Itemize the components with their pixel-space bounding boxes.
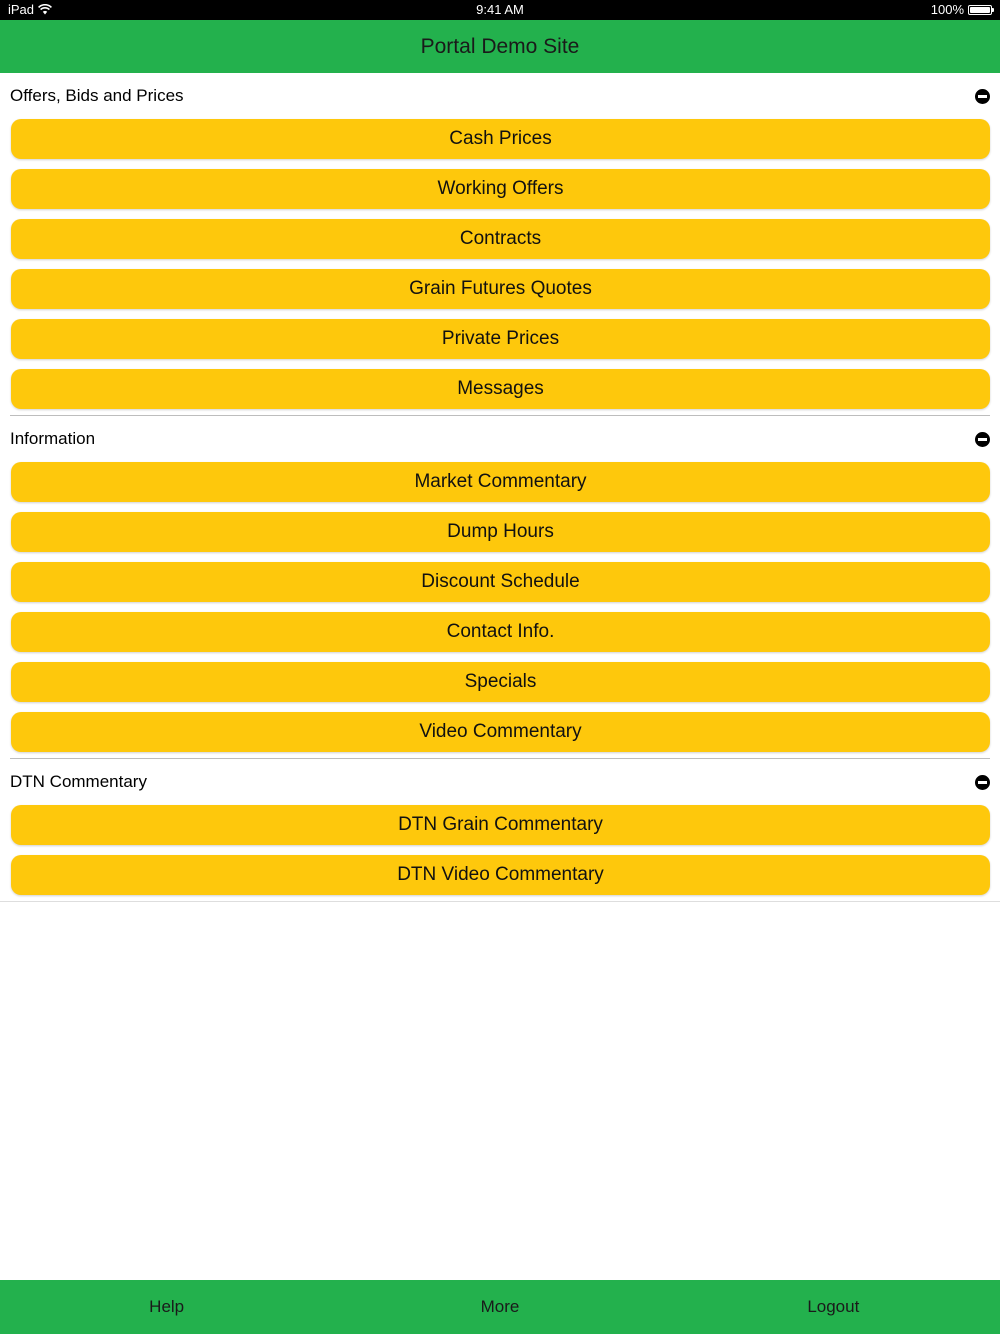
section-dtn-commentary — [0, 759, 1000, 902]
device-label: iPad — [8, 2, 35, 17]
tab-logout[interactable]: Logout — [807, 1297, 860, 1316]
section-title: Offers, Bids and Prices — [10, 86, 184, 105]
section-header-dtn[interactable] — [10, 759, 990, 805]
tab-more[interactable]: More — [480, 1297, 520, 1316]
section-offers-bids-prices — [10, 73, 990, 416]
status-battery — [931, 2, 992, 17]
battery-percent: 100% — [930, 2, 964, 17]
grain-futures-quotes-button[interactable]: Grain Futures Quotes — [11, 269, 990, 309]
app-header — [0, 20, 1000, 73]
specials-button[interactable]: Specials — [11, 662, 990, 702]
tab-help[interactable]: Help — [149, 1297, 185, 1316]
section-title: Information — [10, 429, 96, 448]
section-header-offers[interactable] — [10, 73, 990, 119]
dtn-video-commentary-button[interactable]: DTN Video Commentary — [11, 855, 990, 895]
contact-info-button[interactable]: Contact Info. — [11, 612, 990, 652]
market-commentary-button[interactable]: Market Commentary — [11, 462, 990, 502]
cash-prices-button[interactable]: Cash Prices — [11, 119, 990, 159]
bottom-tab-bar — [0, 1280, 1000, 1334]
main-content — [0, 73, 1000, 902]
collapse-minus-icon[interactable] — [975, 89, 990, 104]
collapse-minus-icon[interactable] — [975, 432, 990, 447]
status-time: 9:41 AM — [476, 2, 524, 17]
status-bar — [0, 0, 1000, 20]
battery-level-fill — [970, 7, 990, 13]
battery-icon — [968, 5, 992, 15]
working-offers-button[interactable]: Working Offers — [11, 169, 990, 209]
dump-hours-button[interactable]: Dump Hours — [11, 512, 990, 552]
section-header-information[interactable] — [10, 416, 990, 462]
section-information — [10, 416, 990, 759]
collapse-minus-icon[interactable] — [975, 775, 990, 790]
dtn-grain-commentary-button[interactable]: DTN Grain Commentary — [11, 805, 990, 845]
discount-schedule-button[interactable]: Discount Schedule — [11, 562, 990, 602]
page-title: Portal Demo Site — [420, 34, 580, 58]
video-commentary-button[interactable]: Video Commentary — [11, 712, 990, 752]
messages-button[interactable]: Messages — [11, 369, 990, 409]
private-prices-button[interactable]: Private Prices — [11, 319, 990, 359]
section-title: DTN Commentary — [10, 772, 147, 791]
contracts-button[interactable]: Contracts — [11, 219, 990, 259]
